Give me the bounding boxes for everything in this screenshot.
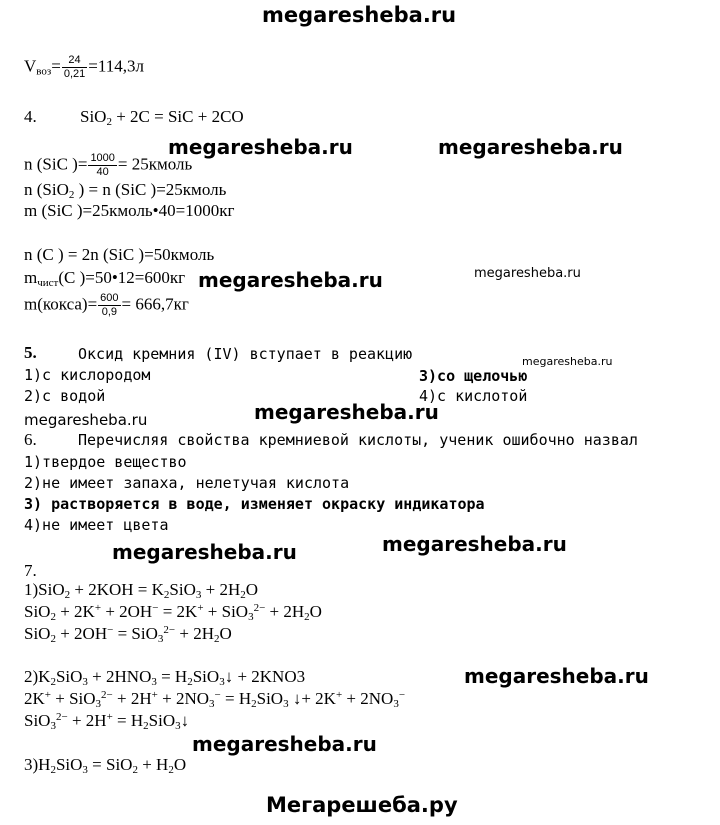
- task6-option-1: 1)твердое вещество: [24, 453, 187, 471]
- n-sic-den: 40: [96, 166, 109, 178]
- task5-option-1: 1)с кислородом: [24, 366, 151, 384]
- n-sic-line: [24, 152, 192, 179]
- m-coke-num: 600: [100, 292, 119, 304]
- watermark: megaresheba.ru: [474, 266, 581, 281]
- watermark: megaresheba.ru: [192, 732, 377, 756]
- v-air-line: [24, 54, 144, 81]
- watermark: megaresheba.ru: [522, 355, 613, 368]
- watermark: megaresheba.ru: [198, 268, 383, 292]
- eq-a: SiO: [80, 107, 107, 126]
- t7-eq1-molecular: $1)SiO_2 + 2KOH = K_2SiO_3 + 2H_2O$: [24, 580, 259, 601]
- task6-option-2: 2)не имеет запаха, нелетучая кислота: [24, 474, 350, 492]
- m-clean-a: m: [24, 268, 38, 287]
- task6-option-3: 3) растворяется в воде, изменяет окраску индикатора: [24, 495, 485, 513]
- t7-eq3: $3)H_2SiO_3 = SiO_2 + H_2O$: [24, 755, 187, 776]
- m-coke-den: 0,9: [101, 306, 117, 318]
- n-sio2-sub: 2: [68, 189, 75, 201]
- m-coke-res: = 666,7кг: [121, 294, 189, 314]
- n-sic-lhs: n (SiC )=: [24, 154, 88, 174]
- n-sic-fraction: [88, 152, 116, 179]
- watermark: megaresheba.ru: [464, 664, 649, 688]
- task6-question: Перечисляя свойства кремниевой кислоты, ученик ошибочно назвал: [78, 431, 638, 449]
- watermark: megaresheba.ru: [168, 135, 353, 159]
- eq-b: + 2C = SiC + 2CO: [111, 107, 244, 126]
- v-symbol: V: [24, 56, 37, 76]
- n-sio2-b: ) = n (SiC )=25кмоль: [74, 180, 227, 199]
- n-sic-res: = 25кмоль: [117, 154, 193, 174]
- n-c-line: n (C ) = 2n (SiC )=50кмоль: [24, 245, 215, 264]
- task5-option-2: 2)с водой: [24, 387, 106, 405]
- t7-eq2-short-ionic: $SiO_3^{2-} + 2H^+ = H_2SiO_3↓$: [24, 711, 190, 732]
- footer-site: Мегарешеба.ру: [266, 793, 458, 817]
- eq-a-sub: 2: [106, 116, 112, 128]
- t7-eq1-full-ionic: $SiO_2 + 2K^+ + 2OH^- = 2K^+ + SiO_3^{2-} + 2H_2O$: [24, 602, 322, 623]
- v-sub: воз: [36, 65, 52, 78]
- watermark: megaresheba.ru: [382, 532, 567, 556]
- m-clean-sub: чист: [37, 277, 59, 289]
- v-result: =114,3л: [88, 56, 144, 76]
- v-eq: =: [51, 56, 61, 76]
- v-frac-num: 24: [62, 54, 87, 68]
- watermark: megaresheba.ru: [438, 135, 623, 159]
- task5-number-text: 5.: [24, 343, 37, 362]
- m-coke-line: [24, 292, 189, 319]
- task5-question: Оксид кремния (IV) вступает в реакцию: [78, 345, 413, 363]
- watermark: megaresheba.ru: [112, 540, 297, 564]
- watermark: megaresheba.ru: [24, 411, 148, 429]
- m-clean-line: [24, 268, 185, 288]
- t7-eq1-short-ionic: $SiO_2 + 2OH^- = SiO_3^{2-} + 2H_2O$: [24, 624, 232, 645]
- task5-option-3: 3)со щелочью: [419, 367, 528, 385]
- v-frac-den: 0,21: [63, 68, 86, 80]
- m-coke-lhs: m(кокса)=: [24, 294, 98, 314]
- task5-option-4: 4)с кислотой: [419, 387, 528, 405]
- t7-eq2-molecular: $2)K_2SiO_3 + 2HNO_3$ = $H_2SiO_3↓ + 2KNO3$: [24, 667, 306, 688]
- m-sic-line: m (SiC )=25кмоль•40=1000кг: [24, 201, 235, 220]
- task5-number: [24, 343, 37, 363]
- task7-number: 7.: [24, 561, 37, 580]
- n-sio2-line: [24, 180, 226, 200]
- task4-equation: [80, 107, 244, 127]
- header-site: megaresheba.ru: [262, 3, 457, 27]
- m-clean-b: (C )=50•12=600кг: [58, 268, 186, 287]
- task4-number: 4.: [24, 107, 37, 126]
- task6-option-4: 4)не имеет цвета: [24, 516, 169, 534]
- m-coke-fraction: [98, 292, 120, 319]
- task6-number: 6.: [24, 430, 37, 449]
- v-fraction: [62, 54, 87, 81]
- n-sic-num: 1000: [90, 152, 115, 164]
- n-sio2-a: n (SiO: [24, 180, 69, 199]
- watermark: megaresheba.ru: [254, 400, 439, 424]
- t7-eq2-full-ionic: $2K^+ + SiO_3^{2-} + 2H^+ + 2NO_3^- = H_2SiO_3$ ↓+ $2K^+ + 2NO_3^-$: [24, 689, 406, 710]
